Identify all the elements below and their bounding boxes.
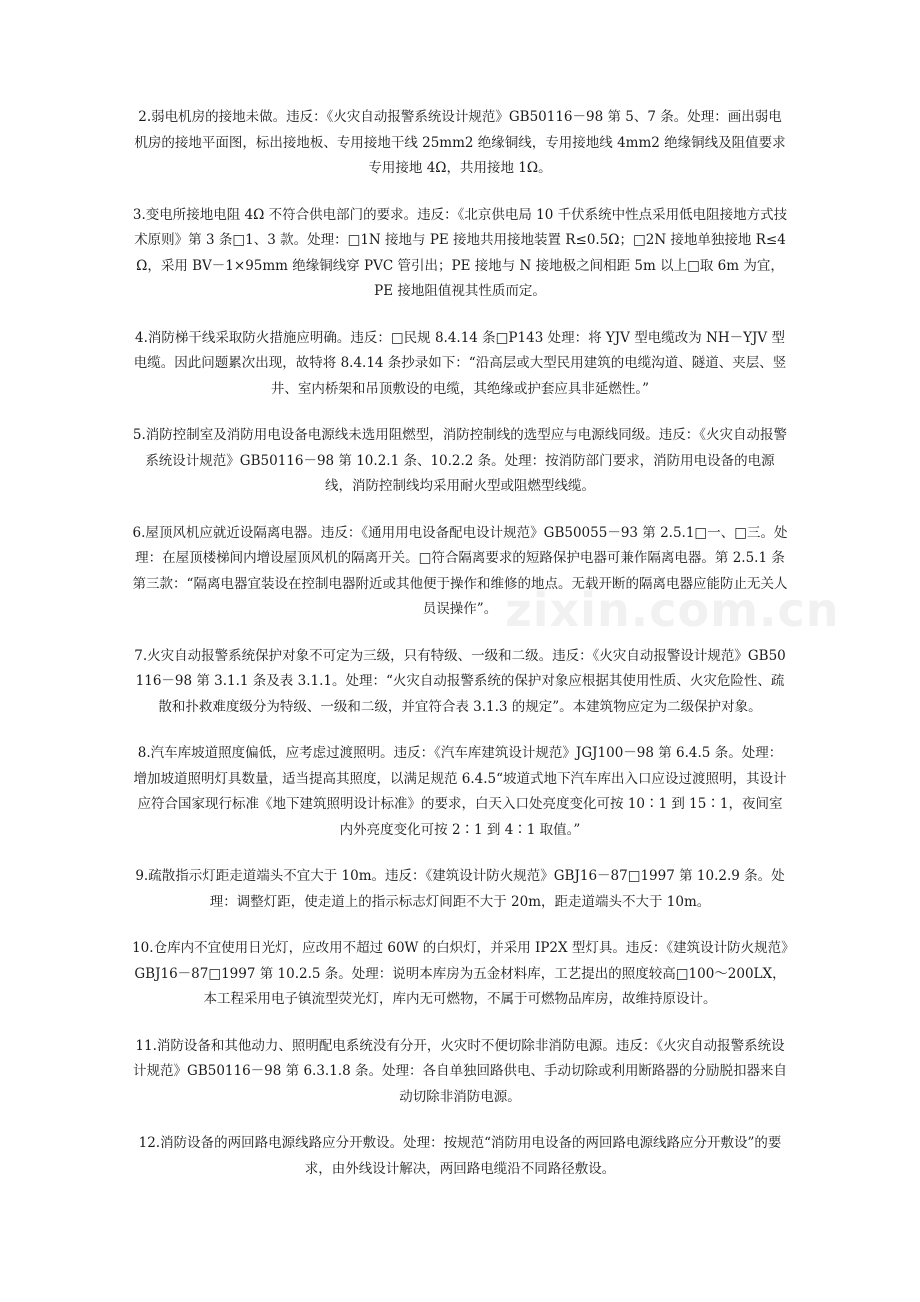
document-body: [132, 105, 788, 1203]
item-8-paragraph: 8.汽车库坡道照度偏低，应考虑过渡照明。违反：《汽车库建筑设计规范》JGJ100－98 第 6.4.5 条。处理：增加坡道照明灯具数量，适当提高其照度，以满足规范 6.4.5“坡道式地下汽车库出入口应设过渡照明，其设计应符合国家现行标准《地下建筑照明设计标准》的要求，白天入口处亮度变化可按 10∶1 到 15∶1，夜间室内外亮度变化可按 2∶1 到 4∶1 取值。”: [133, 745, 787, 838]
item-9-paragraph: 9.疏散指示灯距走道端头不宜大于 10m。违反：《建筑设计防火规范》GBJ16－87□1997 第 10.2.9 条。处理：调整灯距，使走道上的指示标志灯间距不大于 20m，距走道端头不大于 10m。: [135, 868, 785, 910]
item-7-paragraph: 7.火灾自动报警系统保护对象不可定为三级，只有特级、一级和二级。违反：《火灾自动报警设计规范》GB50116－98 第 3.1.1 条及表 3.1.1。处理：“火灾自动报警系统的保护对象应根据其使用性质、火灾危险性、疏散和扑救难度级分为特级、一级和二级，并宜符合表 3.1.3 的规定”。本建筑物应定为二级保护对象。: [134, 647, 786, 715]
item-2-paragraph: 2.弱电机房的接地未做。违反：《火灾自动报警系统设计规范》GB50116－98 第 5、7 条。处理：画出弱电机房的接地平面图，标出接地板、专用接地干线 25mm2 绝缘铜线，专用接地线 4mm2 绝缘铜线及阻值要求专用接地 4Ω，共用接地 1Ω。: [134, 109, 786, 176]
watermark-text: zixin.com.cn: [505, 583, 840, 637]
item-5-paragraph: 5.消防控制室及消防用电设备电源线未选用阻燃型，消防控制线的选型应与电源线同级。违反：《火灾自动报警系统设计规范》GB50116－98 第 10.2.1 条、10.2.2 条。处理：按消防部门要求，消防用电设备的电源线，消防控制线均采用耐火型或阻燃型线缆。: [132, 427, 788, 494]
item-11-paragraph: 11.消防设备和其他动力、照明配电系统没有分开，火灾时不便切除非消防电源。违反：《火灾自动报警系统设计规范》GB50116－98 第 6.3.1.8 条。处理：各自单独回路供电、手动切除或利用断路器的分励脱扣器来自动切除非消防电源。: [133, 1037, 787, 1105]
item-3-paragraph: 3.变电所接地电阻 4Ω 不符合供电部门的要求。违反：《北京供电局 10 千伏系统中性点采用低电阻接地方式技术原则》第 3 条□1、3 款。处理：□1N 接地与 PE 接地共用接地装置 R≤0.5Ω；□2N 接地单独接地 R≤4Ω，采用 BV－1×95mm 绝缘铜线穿 PVC 管引出；PE 接地与 N 接地极之间相距 5m 以上□取 6m 为宜，PE 接地阻值视其性质而定。: [132, 206, 788, 299]
item-6-paragraph: 6.屋顶风机应就近设隔离电器。违反：《通用用电设备配电设计规范》GB50055－93 第 2.5.1□一、□三。处理：在屋顶楼梯间内增设屋顶风机的隔离开关。□符合隔离要求的短路保护电器可兼作隔离电器。第 2.5.1 条第三款：“隔离电器宜装设在控制电器附近或其他便于操作和维修的地点。无载开断的隔离电器应能防止无关人员误操作”。: [132, 524, 788, 617]
item-12-paragraph: 12.消防设备的两回路电源线路应分开敷设。处理：按规范“消防用电设备的两回路电源线路应分开敷设”的要求，由外线设计解决，两回路电缆沿不同路径敷设。: [138, 1135, 782, 1177]
item-10-paragraph: 10.仓库内不宜使用日光灯，应改用不超过 60W 的白炽灯，并采用 IP2X 型灯具。违反：《建筑设计防火规范》GBJ16－87□1997 第 10.2.5 条。处理：说明本库房为五金材料库，工艺提出的照度较高□100～200LX，本工程采用电子镇流型荧光灯，库内无可燃物，不属于可燃物品库房，故维持原设计。: [132, 940, 788, 1007]
item-4-paragraph: 4.消防梯干线采取防火措施应明确。违反：□民规 8.4.14 条□P143 处理：将 YJV 型电缆改为 NH－YJV 型电缆。因此问题累次出现，故特将 8.4.14 条抄录如下：“沿高层或大型民用建筑的电缆沟道、隧道、夹层、竖井、室内桥架和吊顶敷设的电缆，其绝缘或护套应具非延燃性。”: [133, 329, 787, 397]
